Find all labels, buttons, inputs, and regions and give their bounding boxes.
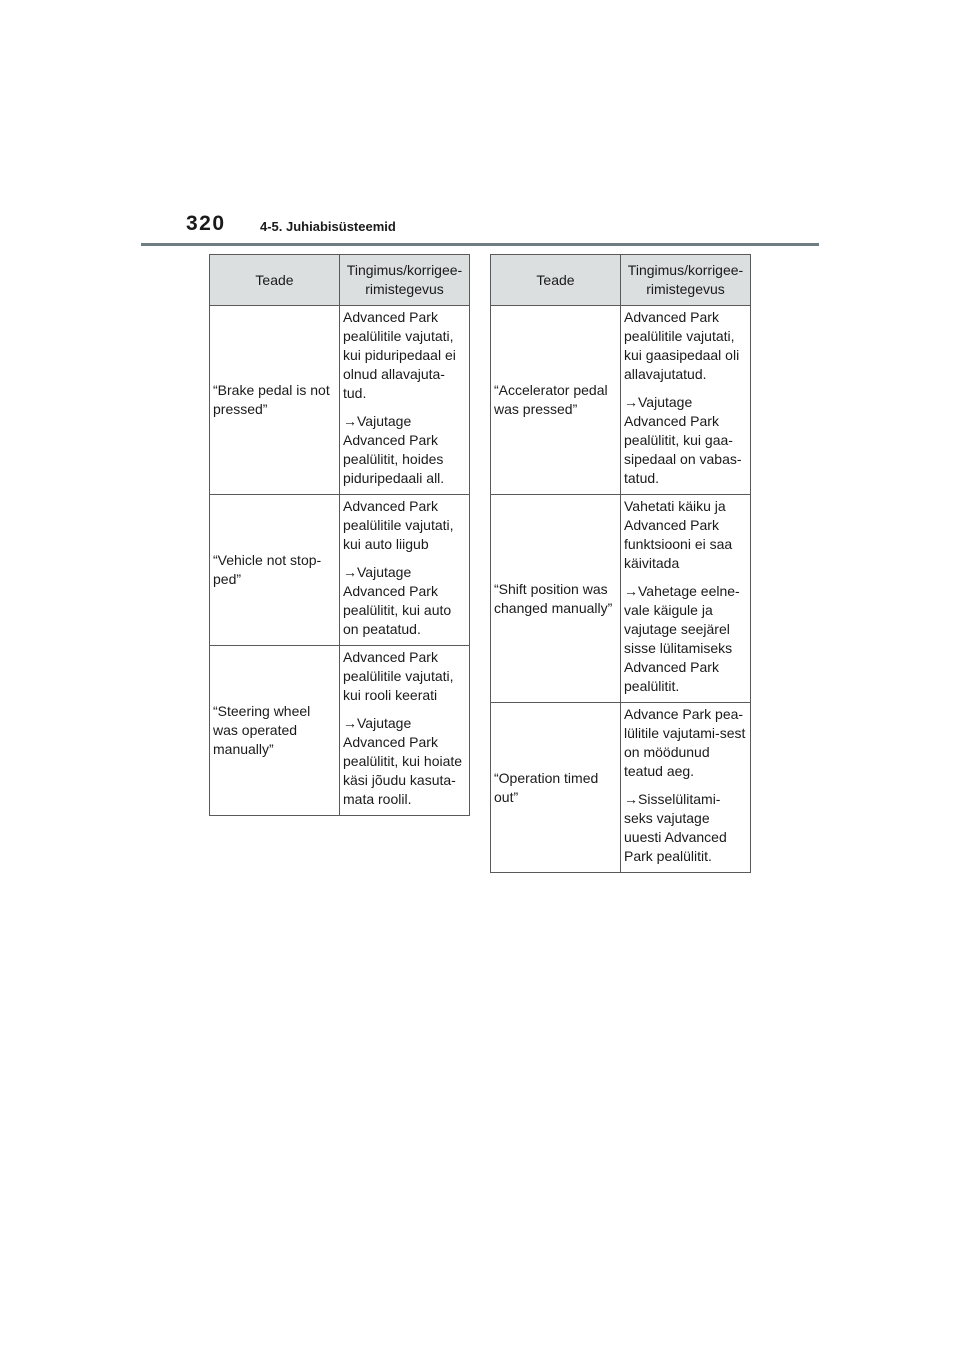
- action-label: Sisselülitami-seks vajutage uuesti Advanced Park pealülitit.: [624, 791, 727, 864]
- table-header-row: [210, 255, 470, 306]
- column-header-condition: Tingimus/korrigee-rimistegevus: [340, 255, 470, 306]
- action-label: Vajutage Advanced Park pealülitit, kui hoiate käsi jõudu kasuta-mata roolil.: [343, 715, 463, 807]
- arrow-icon: →: [343, 564, 357, 580]
- message-table-left: [209, 254, 470, 816]
- arrow-icon: →: [343, 715, 357, 731]
- table-row: [210, 306, 470, 495]
- table-row: [491, 703, 751, 873]
- action-text: [624, 393, 747, 488]
- message-table-right: [490, 254, 751, 873]
- table-header-row: [491, 255, 751, 306]
- condition-text: Advanced Park pealülitile vajutati, kui auto liigub: [343, 498, 454, 552]
- condition-cell: [621, 703, 751, 873]
- action-text: [343, 714, 466, 809]
- action-label: Vajutage Advanced Park pealülitit, hoides piduripedaali all.: [343, 413, 445, 486]
- column-header-condition: Tingimus/korrigee-rimistegevus: [621, 255, 751, 306]
- condition-text: Advance Park pea-lülitile vajutami-sest on möödunud teatud aeg.: [624, 706, 746, 779]
- table-row: [491, 495, 751, 703]
- message-cell: “Steering wheel was operated manually”: [210, 646, 340, 816]
- message-cell: “Vehicle not stop-ped”: [210, 495, 340, 646]
- action-label: Vajutage Advanced Park pealülitit, kui gaa-sipedaal on vabas-tatud.: [624, 394, 742, 486]
- message-cell: “Operation timed out”: [491, 703, 621, 873]
- condition-cell: [621, 495, 751, 703]
- header-rule: [141, 243, 819, 246]
- table-row: [210, 495, 470, 646]
- message-cell: “Shift position was changed manually”: [491, 495, 621, 703]
- table-row: [210, 646, 470, 816]
- table-row: [491, 306, 751, 495]
- condition-cell: [340, 495, 470, 646]
- condition-text: Advanced Park pealülitile vajutati, kui rooli keerati: [343, 649, 454, 703]
- condition-cell: [340, 306, 470, 495]
- action-text: [624, 790, 747, 866]
- message-cell: “Accelerator pedal was pressed”: [491, 306, 621, 495]
- action-text: [624, 582, 747, 696]
- condition-cell: [340, 646, 470, 816]
- action-label: Vajutage Advanced Park pealülitit, kui auto on peatatud.: [343, 564, 452, 637]
- section-title: 4-5. Juhiabisüsteemid: [260, 219, 396, 234]
- arrow-icon: →: [624, 791, 638, 807]
- condition-text: Advanced Park pealülitile vajutati, kui piduripedaal ei olnud allavajuta-tud.: [343, 309, 456, 401]
- arrow-icon: →: [624, 583, 638, 599]
- condition-text: Advanced Park pealülitile vajutati, kui gaasipedaal oli allavajutatud.: [624, 309, 740, 382]
- action-text: [343, 563, 466, 639]
- page-number: 320: [186, 212, 226, 235]
- arrow-icon: →: [343, 413, 357, 429]
- message-cell: “Brake pedal is not pressed”: [210, 306, 340, 495]
- condition-text: Vahetati käiku ja Advanced Park funktsiooni ei saa käivitada: [624, 498, 733, 571]
- column-header-message: Teade: [210, 255, 340, 306]
- arrow-icon: →: [624, 394, 638, 410]
- action-label: Vahetage eelne-vale käigule ja vajutage seejärel sisse lülitamiseks Advanced Park pealülitit.: [624, 583, 740, 694]
- action-text: [343, 412, 466, 488]
- condition-cell: [621, 306, 751, 495]
- column-header-message: Teade: [491, 255, 621, 306]
